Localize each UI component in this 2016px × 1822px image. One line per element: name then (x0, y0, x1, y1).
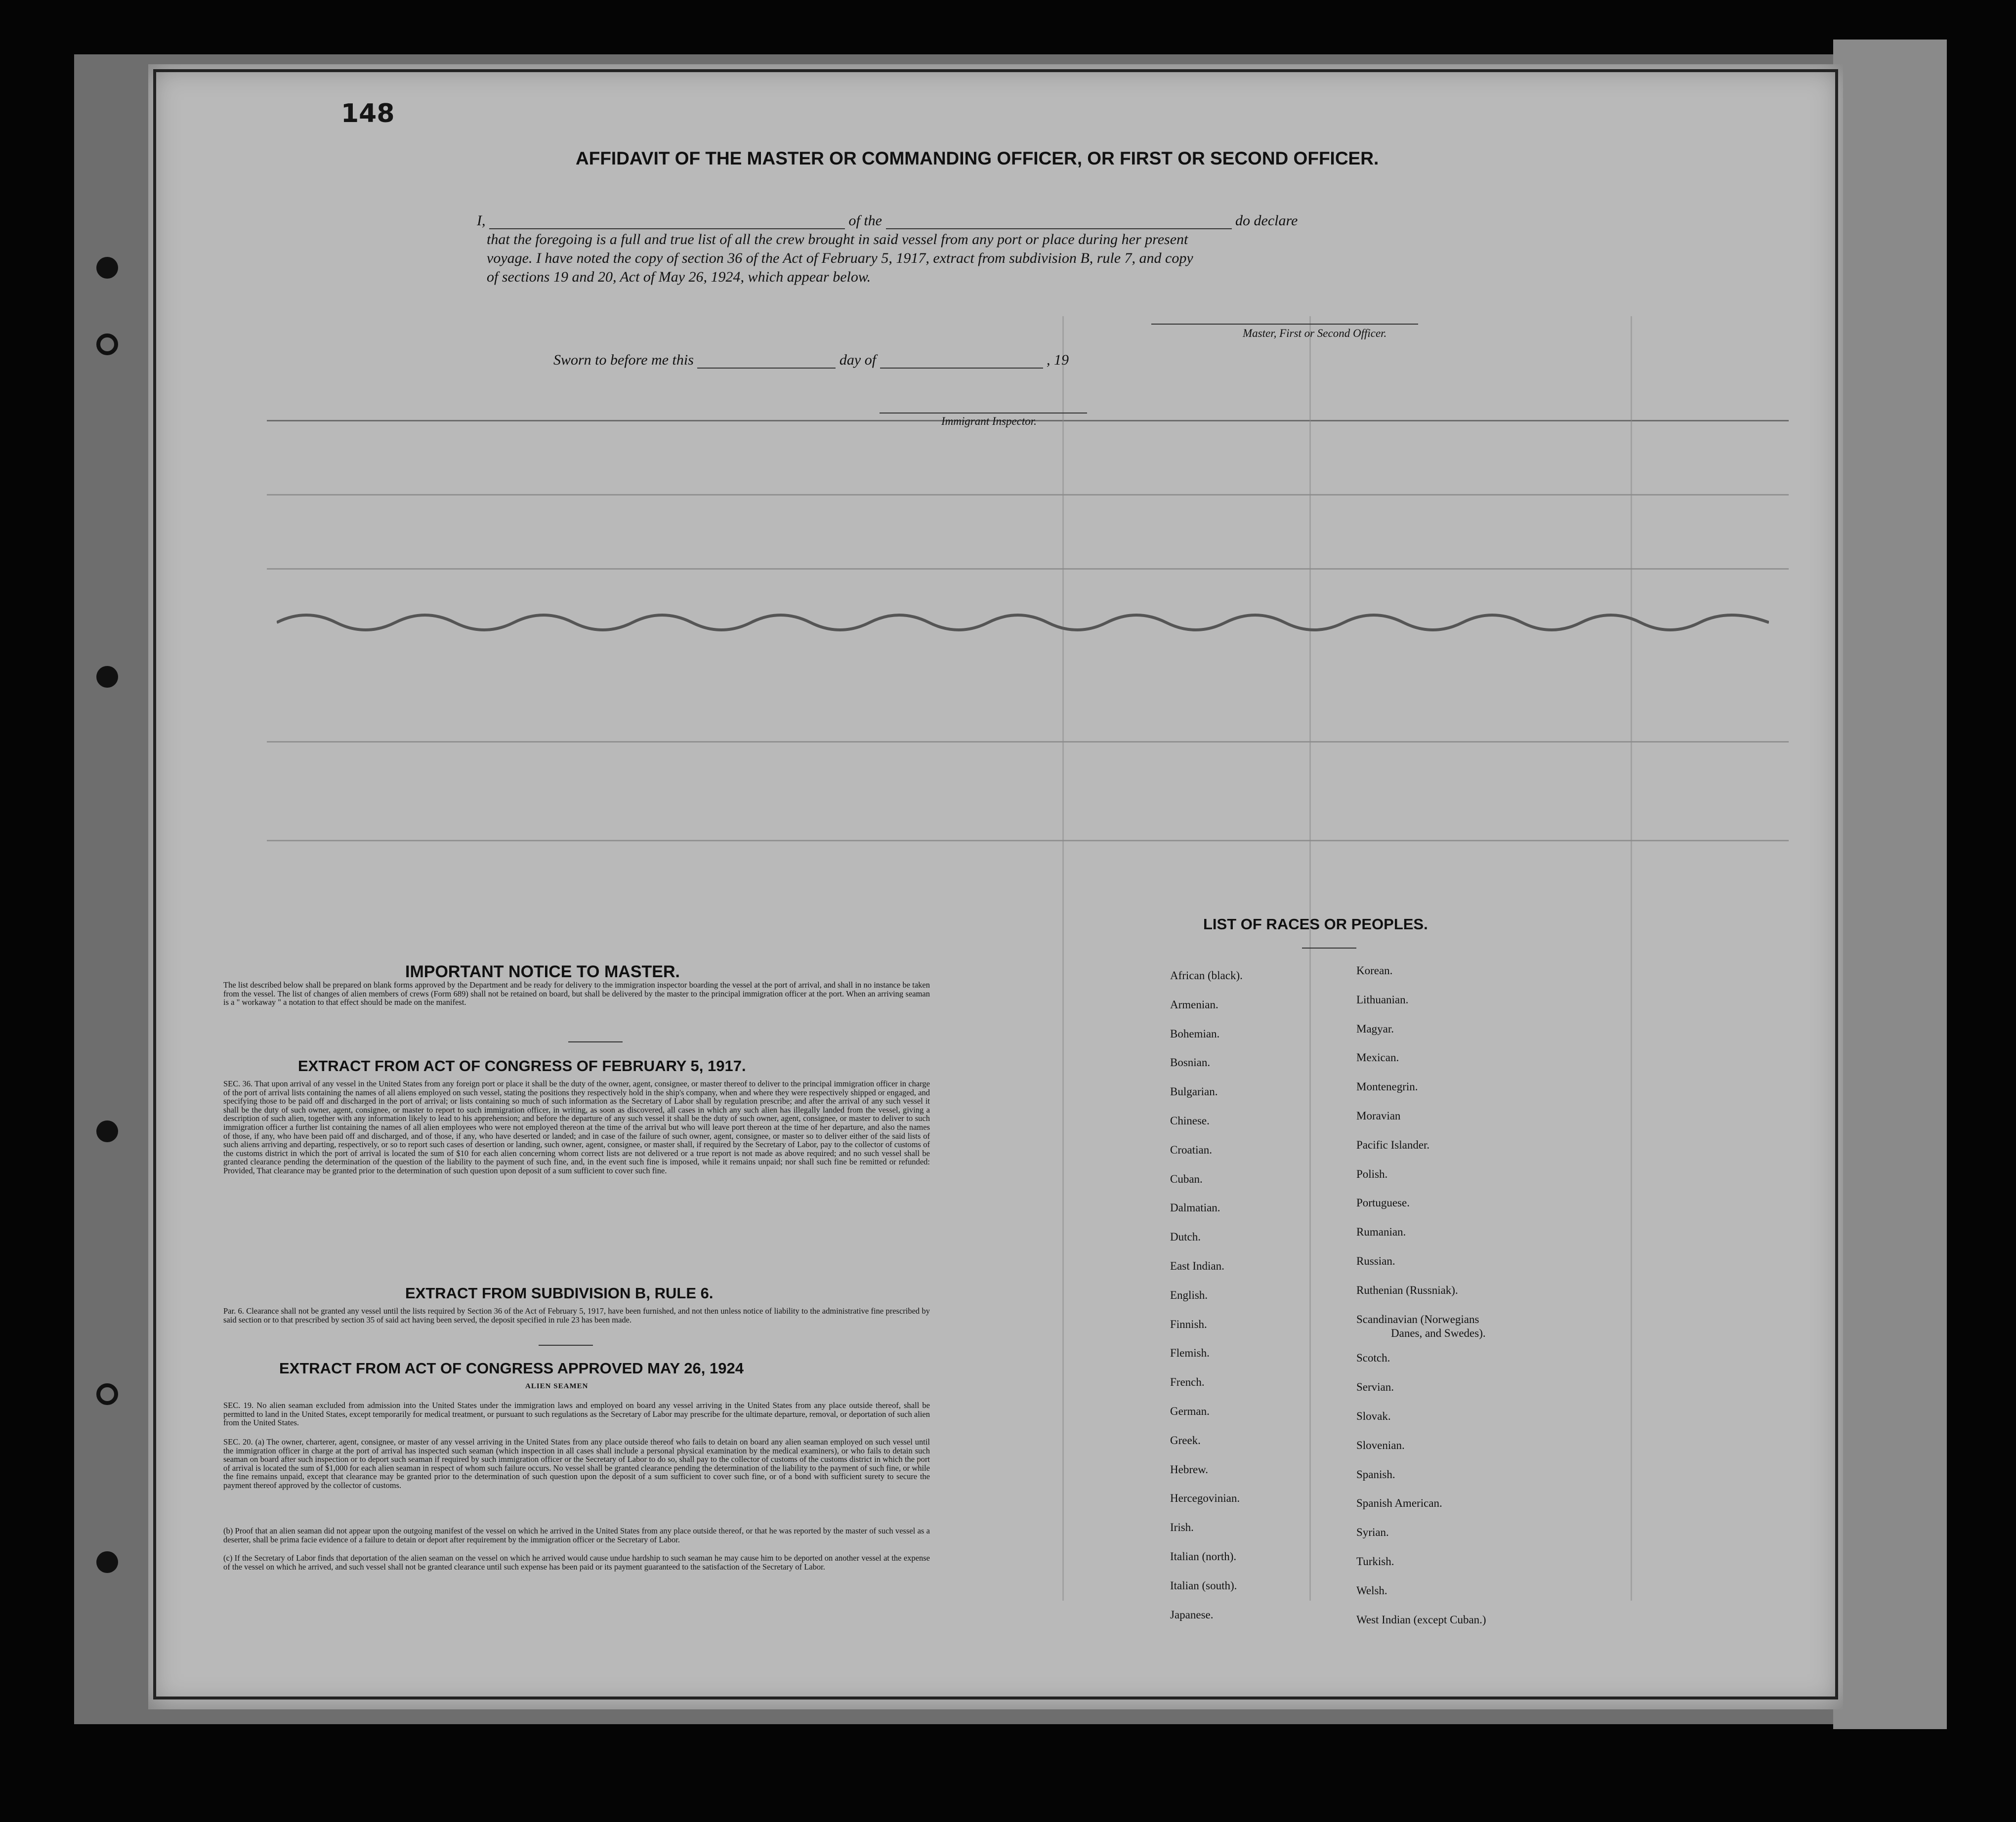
race-item: Bulgarian. (1170, 1085, 1218, 1098)
affidavit-text-line: that the foregoing is a full and true list of all the crew brought in said vessel from any port or place during her present (487, 231, 1188, 248)
race-item: Syrian. (1356, 1526, 1389, 1539)
bleed-through-rule (1062, 316, 1064, 1601)
race-item: Moravian (1356, 1110, 1401, 1122)
race-item: Portuguese. (1356, 1197, 1410, 1209)
sec20a-text: SEC. 20. (a) The owner, charterer, agent, consignee, or master of any vessel arriving in the United States from any place outside thereof who fails to detain on board any alien seaman employed on such vessel until the immigration officer in charge at the port of arrival has inspected such seaman (which inspection in all cases shall include a personal physical examination by the medical examiners), or who fails to detain such seaman on board after such inspection or to deport such seaman if required by such immigration officer or the Secretary of Labor to do so, shall pay to the collector of customs of the customs district in which the port of arrival is located the sum of $1,000 for each alien seaman in respect of whom such failure occurs. No vessel shall be granted clearance pending the determination of the liability to the payment of such fine, or while the fine remains unpaid, except that clearance may be granted prior to the determination of such question upon the deposit of a sum sufficient to cover such fine, or of a bond with sufficient surety to secure the payment thereof approved by the collector of customs. (223, 1437, 930, 1490)
race-item: Montenegrin. (1356, 1080, 1418, 1093)
bleed-through-rule (267, 494, 1789, 496)
race-item: Cuban. (1170, 1172, 1203, 1185)
race-item: Hercegovinian. (1170, 1492, 1240, 1505)
do-declare-label: do declare (1235, 212, 1298, 229)
races-title: LIST OF RACES OR PEOPLES. (1203, 915, 1428, 933)
sec19-text: SEC. 19. No alien seaman excluded from admission into the United States under the immigration laws and employed on board any vessel arriving in the United States from any place outside thereof, shall be permitted to land in the United States, except temporarily for medical treatment, or pursuant to such regulations as the Secretary of Labor may prescribe for the ultimate departure, removal, or deportation of such alien from the United States. (223, 1401, 930, 1428)
officer-name-blank[interactable] (489, 215, 845, 229)
race-item: Spanish. (1356, 1468, 1395, 1481)
race-item: Scandinavian (Norwegians (1356, 1313, 1479, 1325)
binding-hole (96, 1383, 118, 1405)
races-title-underline (1302, 948, 1356, 949)
signature-caption: Master, First or Second Officer. (1243, 327, 1387, 339)
binding-hole (96, 257, 118, 279)
affidavit-text-line: of sections 19 and 20, Act of May 26, 1924, which appear below. (487, 269, 871, 285)
rule6-text: Par. 6. Clearance shall not be granted any vessel until the lists required by Section 36 of the Act of February 5, 1917, have been furnished, and not then unless notice of liability to the administrative fine prescribed by said section or to that prescribed by section 35 of said act having been served, the deposit specified in rule 23 has been made. (223, 1306, 930, 1325)
extract-1917-title: EXTRACT FROM ACT OF CONGRESS OF FEBRUARY 5, 1917. (298, 1057, 746, 1075)
page-number: 148 (341, 99, 395, 128)
race-item: Ruthenian (Russniak). (1356, 1284, 1458, 1296)
race-item: Croatian. (1170, 1143, 1212, 1156)
race-item: Pacific Islander. (1356, 1138, 1430, 1151)
race-item: Lithuanian. (1356, 993, 1409, 1006)
bleed-through-wavy-line (277, 605, 1769, 640)
race-item: African (black). (1170, 969, 1243, 982)
i-label: I, (477, 212, 486, 229)
backing-strip (1833, 40, 1947, 1729)
alien-seamen-subtitle: ALIEN SEAMEN (525, 1382, 588, 1390)
race-item: Italian (north). (1170, 1550, 1237, 1563)
race-item: Magyar. (1356, 1022, 1394, 1035)
of-the-label: of the (848, 212, 882, 229)
important-notice-text: The list described below shall be prepared on blank forms approved by the Department and be ready for delivery to the immigration inspector boarding the vessel at the port of arrival, and shall in no instance be taken from the vessel. The list of changes of alien members of crews (Form 689) shall not be retained on board, but shall be delivered by the master to the principal immigration officer at the port. When an arriving seaman is a " workaway " a notation to that effect should be made on the manifest. (223, 980, 930, 1007)
bleed-through-rule (1631, 316, 1632, 1601)
binding-hole (96, 666, 118, 688)
race-item: Servian. (1356, 1381, 1394, 1394)
race-item: Dutch. (1170, 1231, 1201, 1243)
bleed-through-rule (267, 840, 1789, 841)
bleed-through-rule (1309, 316, 1311, 1601)
bleed-through-rule (267, 741, 1789, 743)
race-item: Bohemian. (1170, 1027, 1220, 1040)
sec20c-text: (c) If the Secretary of Labor finds that deportation of the alien seaman on the vessel on which he arrived would cause undue hardship to such seaman he may cause him to be deported on another vessel at the expense of the vessel on which he arrived, and such vessel shall not be granted clearance until such expense has been paid or its payment guaranteed to the satisfaction of the Secretary of Labor. (223, 1553, 930, 1572)
race-item: Slovenian. (1356, 1439, 1405, 1451)
binding-hole (96, 1551, 118, 1573)
race-item: English. (1170, 1288, 1208, 1301)
affidavit-text-line: voyage. I have noted the copy of section 36 of the Act of February 5, 1917, extract from subdivision B, rule 7, and copy (487, 250, 1193, 266)
race-item: Welsh. (1356, 1584, 1387, 1597)
race-item: Scotch. (1356, 1352, 1390, 1365)
race-item: Slovak. (1356, 1410, 1391, 1422)
race-item: Spanish American. (1356, 1497, 1442, 1510)
sworn-label: Sworn to before me this (553, 352, 694, 368)
race-item: Polish. (1356, 1167, 1388, 1180)
race-item: Hebrew. (1170, 1463, 1209, 1476)
section-divider (539, 1345, 593, 1346)
inspector-caption: Immigrant Inspector. (941, 415, 1037, 427)
race-item: Turkish. (1356, 1555, 1394, 1568)
race-item: French. (1170, 1376, 1205, 1389)
race-item: Irish. (1170, 1521, 1194, 1534)
race-item: Greek. (1170, 1434, 1201, 1447)
sworn-month-blank[interactable] (880, 355, 1043, 369)
year-label: , 19 (1047, 352, 1069, 368)
race-item: Rumanian. (1356, 1226, 1406, 1239)
sworn-day-blank[interactable] (697, 355, 836, 369)
affidavit-title: AFFIDAVIT OF THE MASTER OR COMMANDING OFFICER, OR FIRST OR SECOND OFFICER. (576, 148, 1379, 168)
important-notice-title: IMPORTANT NOTICE TO MASTER. (405, 962, 680, 981)
race-item: Russian. (1356, 1255, 1395, 1267)
race-item: Italian (south). (1170, 1579, 1237, 1592)
race-item: Chinese. (1170, 1115, 1210, 1127)
race-item: East Indian. (1170, 1260, 1224, 1272)
day-of-label: day of (839, 352, 877, 368)
binding-hole (96, 333, 118, 355)
race-item: Finnish. (1170, 1318, 1207, 1330)
race-item: Bosnian. (1170, 1056, 1211, 1069)
sec20b-text: (b) Proof that an alien seaman did not appear upon the outgoing manifest of the vessel on which he arrived in the United States from any place outside thereof, or that he was reported by the master of such vessel as a deserter, shall be prima facie evidence of a failure to detain or deport after requirement by the immigration officer or the Secretary of Labor. (223, 1526, 930, 1544)
race-item: Armenian. (1170, 998, 1218, 1011)
race-item: German. (1170, 1405, 1210, 1417)
section-divider (568, 1041, 623, 1042)
affidavit-declaration-line (477, 212, 1298, 229)
extract-1924-title: EXTRACT FROM ACT OF CONGRESS APPROVED MAY 26, 1924 (279, 1360, 744, 1377)
sworn-line (553, 352, 1069, 369)
bleed-through-rule (267, 568, 1789, 570)
signature-line (1151, 324, 1418, 325)
extract-1917-text: SEC. 36. That upon arrival of any vessel in the United States from any foreign port or place it shall be the duty of the owner, agent, consignee, or master thereof to deliver to the principal immigration officer in charge of the port of arrival lists containing the names of all aliens employed on such vessel, stating the positions they respectively hold in the ship's company, when and where they were respectively shipped or engaged, and specifying those to be paid off and discharged in the port of arrival; or lists containing so much of such information as the Secretary of Labor shall by regulation prescribe; and after the arrival of any such vessel it shall be the duty of such owner, agent, consignee, or master to report to such immigration officer, in writing, as soon as discovered, all cases in which any such alien has illegally landed from the vessel, giving a description of such alien, together with any information likely to lead to his apprehension; and before the departure of any such vessel it shall be the duty of such owner, agent, consignee, or master to deliver to such immigration officer a further list containing the names of all alien employees who were not employed thereon at the time of the arrival but who will leave port thereon at the time of her departure, and also the names of those, if any, who have been paid off and discharged, and of those, if any, who have deserted or landed; and in case of the failure of such owner, agent, consignee, or master so to deliver either of the said lists of such aliens arriving and departing, respectively, or so to report such cases of desertion or landing, such owner, agent, consignee, or master shall, if required by the Secretary of Labor, pay to the collector of customs of the customs district in which the port of arrival is located the sum of $10 for each alien concerning whom correct lists are not delivered or a true report is not made as above required; and no such vessel shall be granted clearance pending the determination of the question of the liability to the payment of such fine, and, in the event such fine is imposed, while it remains unpaid; nor shall such fine be remitted or refunded: Provided, That clearance may be granted prior to the determination of such question upon deposit of a sum sufficient to cover such fine. (223, 1079, 930, 1175)
race-item: Japanese. (1170, 1608, 1214, 1621)
race-item: West Indian (except Cuban.) (1356, 1613, 1486, 1626)
race-item: Korean. (1356, 964, 1393, 977)
race-item: Mexican. (1356, 1051, 1399, 1064)
race-item: Dalmatian. (1170, 1201, 1220, 1214)
binding-hole (96, 1120, 118, 1142)
race-item: Flemish. (1170, 1347, 1210, 1360)
race-item-continuation: Danes, and Swedes). (1391, 1326, 1486, 1339)
vessel-name-blank[interactable] (886, 215, 1232, 229)
rule6-title: EXTRACT FROM SUBDIVISION B, RULE 6. (405, 1284, 714, 1302)
inspector-signature-line (880, 413, 1087, 414)
